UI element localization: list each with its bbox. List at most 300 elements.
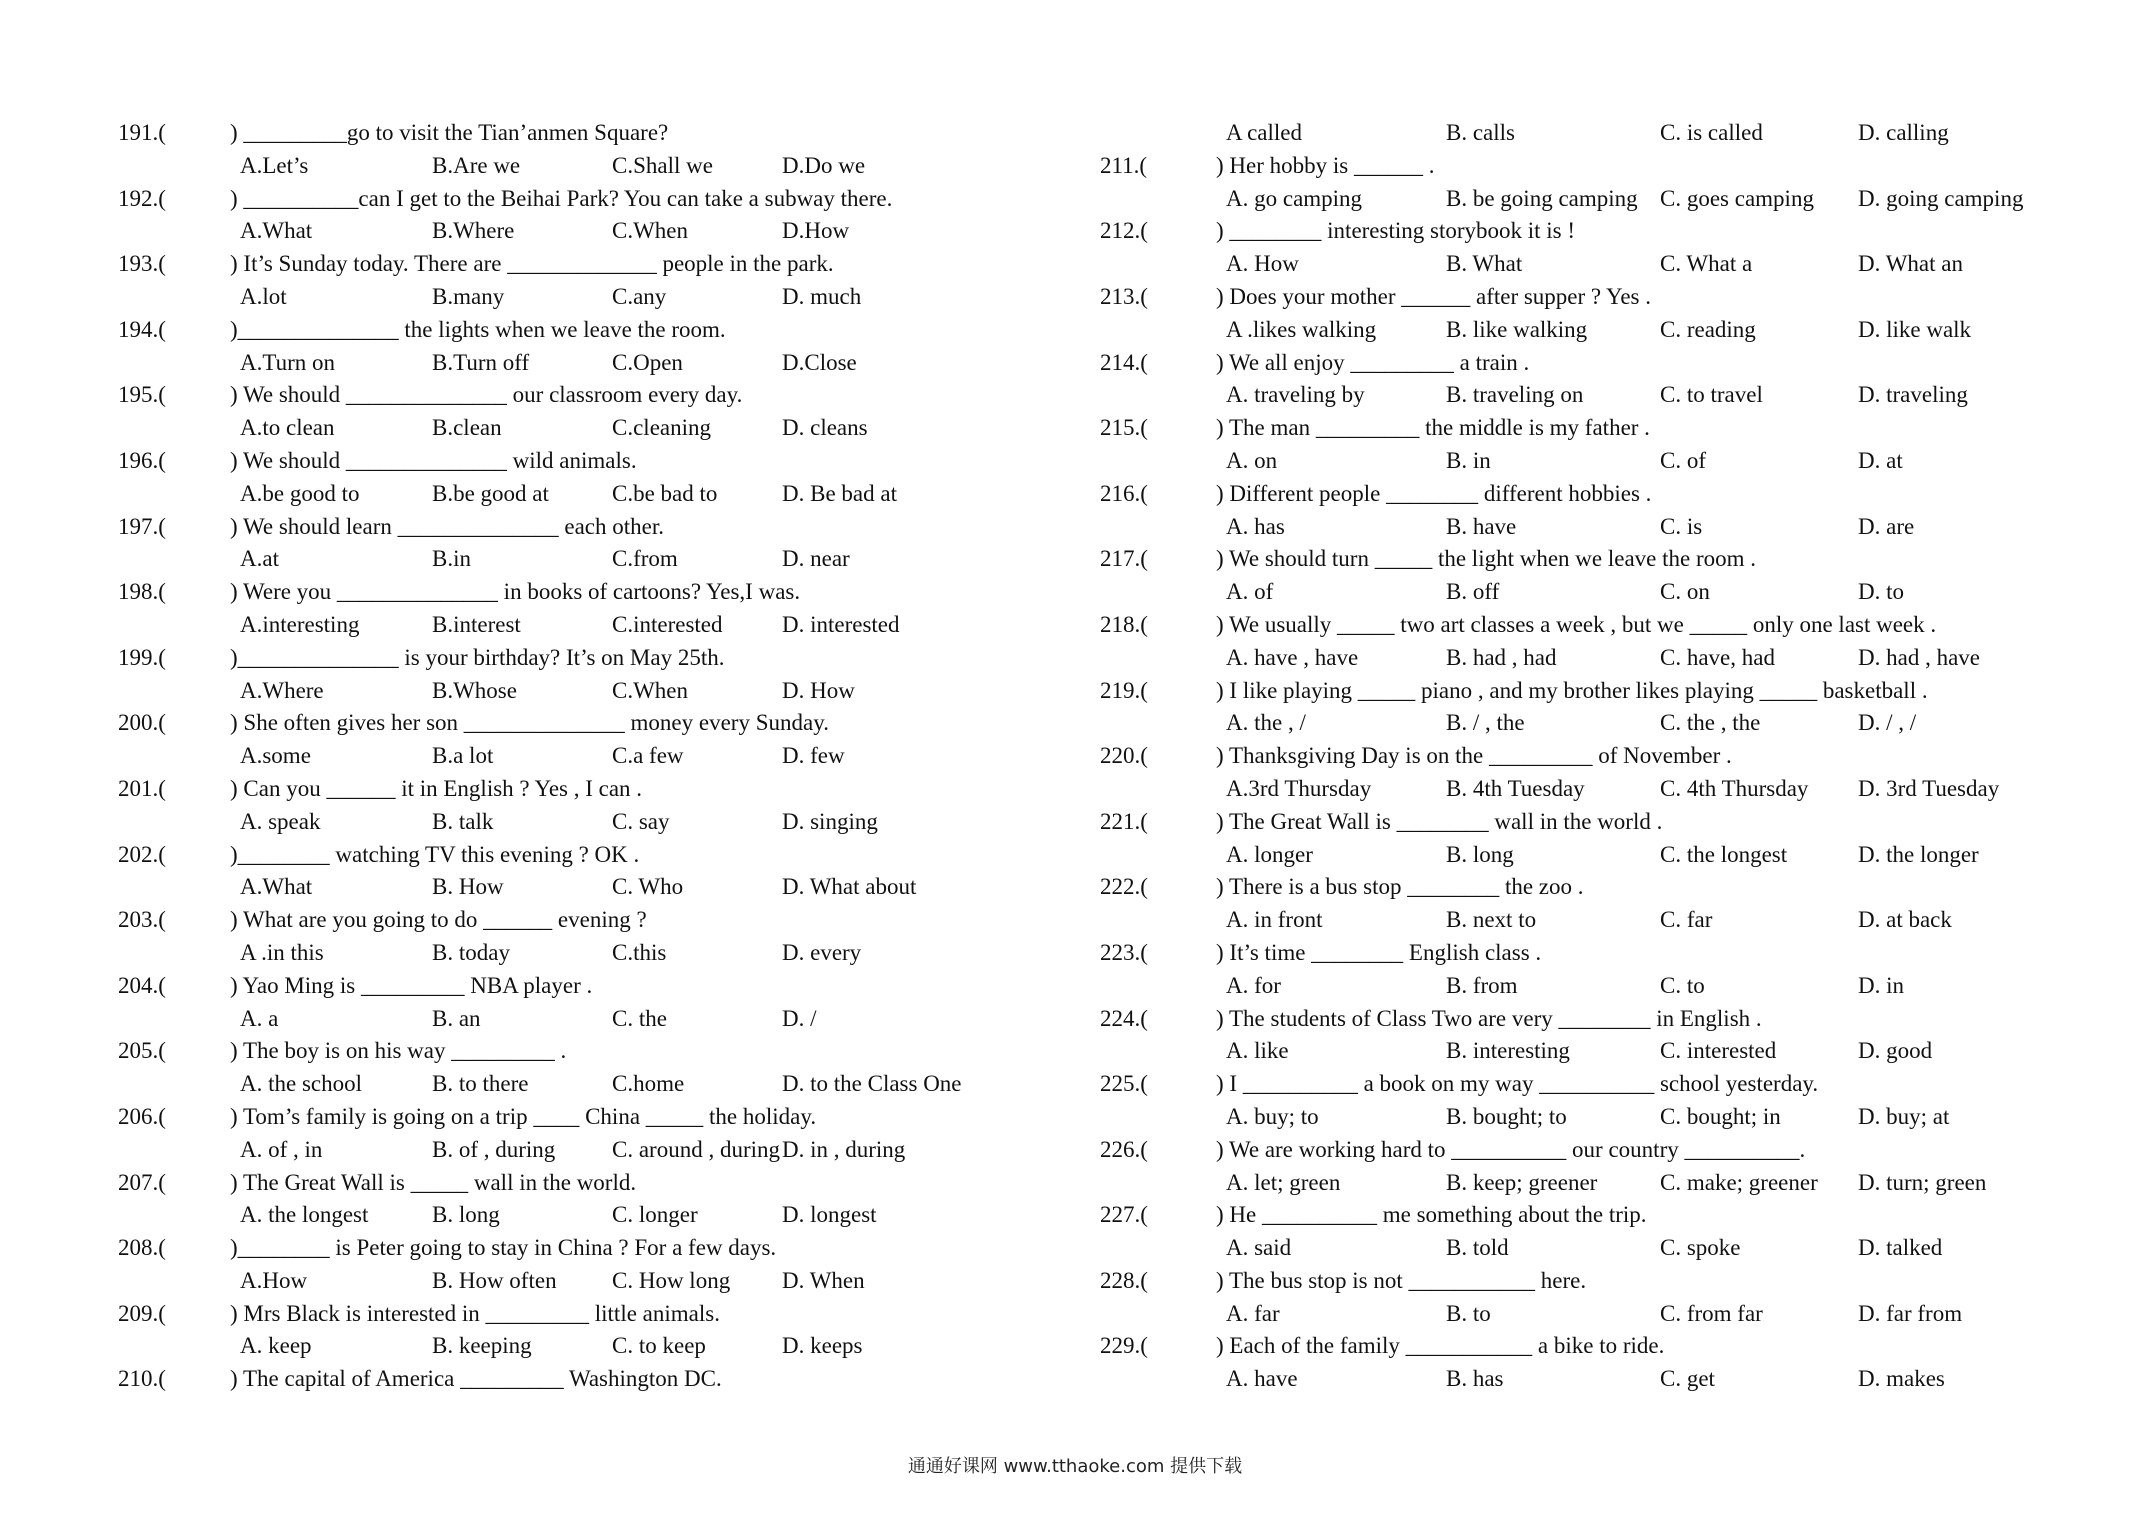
option-b: B. How xyxy=(432,874,504,900)
question-number: 227.( xyxy=(1100,1202,1148,1228)
question-row xyxy=(1100,609,2110,642)
option-b: B.be good at xyxy=(432,480,549,506)
options-row xyxy=(1100,248,2110,281)
options-row xyxy=(1100,379,2110,412)
option-c: C. to keep xyxy=(612,1333,706,1359)
question-row xyxy=(1100,150,2110,183)
options-row xyxy=(1100,576,2110,609)
question-text: )______________ the lights when we leave the room. xyxy=(230,316,726,342)
question-row xyxy=(118,642,1078,675)
option-c: C. interested xyxy=(1660,1038,1777,1064)
option-a: A. like xyxy=(1226,1038,1289,1064)
option-a: A .in this xyxy=(240,939,324,965)
question-text: ) I like playing _____ piano , and my brother likes playing _____ basketball . xyxy=(1216,677,1928,703)
options-row xyxy=(118,1068,1078,1101)
question-row xyxy=(1100,281,2110,314)
options-row xyxy=(1100,773,2110,806)
question-text: ) We are working hard to __________ our country __________. xyxy=(1216,1136,1806,1162)
question-text: ) Each of the family ___________ a bike to ride. xyxy=(1216,1333,1665,1359)
question-text: ) She often gives her son ______________ money every Sunday. xyxy=(230,710,829,736)
option-c: C.from xyxy=(612,546,678,572)
option-d: D. at back xyxy=(1858,907,1952,933)
option-c: C. have, had xyxy=(1660,644,1775,670)
option-b: B. bought; to xyxy=(1446,1103,1567,1129)
option-d: D. going camping xyxy=(1858,185,2024,211)
option-c: C. How long xyxy=(612,1267,731,1293)
options-row xyxy=(118,281,1078,314)
question-number: 205.( xyxy=(118,1038,166,1064)
question-text: ) Yao Ming is _________ NBA player . xyxy=(230,972,593,998)
option-b: B. to there xyxy=(432,1071,529,1097)
question-text: ) The Great Wall is _____ wall in the world. xyxy=(230,1169,637,1195)
option-b: B.Whose xyxy=(432,677,517,703)
option-c: C. the , the xyxy=(1660,710,1761,736)
option-b: B.Are we xyxy=(432,152,521,178)
option-b: B. today xyxy=(432,939,510,965)
option-a: A.3rd Thursday xyxy=(1226,775,1372,801)
option-a: A. have xyxy=(1226,1366,1298,1392)
option-b: B. keeping xyxy=(432,1333,532,1359)
option-b: B. next to xyxy=(1446,907,1537,933)
option-a: A. has xyxy=(1226,513,1285,539)
question-row xyxy=(1100,478,2110,511)
question-row xyxy=(1100,740,2110,773)
question-row xyxy=(118,445,1078,478)
question-text: ) Mrs Black is interested in _________ little animals. xyxy=(230,1300,720,1326)
option-c: C. to travel xyxy=(1660,382,1763,408)
option-b: B. interesting xyxy=(1446,1038,1570,1064)
option-d: D. had , have xyxy=(1858,644,1980,670)
question-row xyxy=(118,1298,1078,1331)
options-row xyxy=(1100,1167,2110,1200)
option-a: A. the school xyxy=(240,1071,363,1097)
question-text: ) I __________ a book on my way __________ school yesterday. xyxy=(1216,1071,1819,1097)
option-b: B. to xyxy=(1446,1300,1491,1326)
question-number: 212.( xyxy=(1100,218,1148,244)
option-a: A. let; green xyxy=(1226,1169,1341,1195)
option-c: C. make; greener xyxy=(1660,1169,1818,1195)
question-row xyxy=(1100,1068,2110,1101)
question-row xyxy=(1100,806,2110,839)
option-c: C.home xyxy=(612,1071,685,1097)
option-d: D. Be bad at xyxy=(782,480,897,506)
option-d: D. in , during xyxy=(782,1136,906,1162)
question-text: ) We should ______________ wild animals. xyxy=(230,447,637,473)
question-number: 226.( xyxy=(1100,1136,1148,1162)
question-text: ) We usually _____ two art classes a week , but we _____ only one last week . xyxy=(1216,611,1937,637)
option-c: C.When xyxy=(612,677,689,703)
options-row xyxy=(118,150,1078,183)
question-row xyxy=(118,1232,1078,1265)
question-row xyxy=(118,904,1078,937)
option-c: C. say xyxy=(612,808,670,834)
options-row xyxy=(118,1134,1078,1167)
question-row xyxy=(118,839,1078,872)
question-number: 200.( xyxy=(118,710,166,736)
option-b: B. / , the xyxy=(1446,710,1525,736)
options-row xyxy=(118,1265,1078,1298)
option-d: D. What about xyxy=(782,874,917,900)
question-number: 209.( xyxy=(118,1300,166,1326)
option-d: D. much xyxy=(782,283,862,309)
question-row xyxy=(118,248,1078,281)
option-c: C. is called xyxy=(1660,120,1763,145)
question-number: 211.( xyxy=(1100,152,1148,178)
question-row xyxy=(1100,675,2110,708)
options-row xyxy=(118,412,1078,445)
question-text: ) We should turn _____ the light when we leave the room . xyxy=(1216,546,1757,572)
right-column xyxy=(1100,117,2110,1396)
question-number: 224.( xyxy=(1100,1005,1148,1031)
question-text: ) The Great Wall is ________ wall in the world . xyxy=(1216,808,1663,834)
question-number: 204.( xyxy=(118,972,166,998)
option-b: B. calls xyxy=(1446,120,1515,145)
option-a: A. How xyxy=(1226,251,1299,277)
option-c: C. Who xyxy=(612,874,684,900)
left-column xyxy=(118,117,1078,1396)
option-c: C. 4th Thursday xyxy=(1660,775,1809,801)
option-d: D. in xyxy=(1858,972,1904,998)
option-c: C.cleaning xyxy=(612,415,711,441)
options-row xyxy=(1100,1101,2110,1134)
option-b: B. long xyxy=(1446,841,1514,867)
options-row xyxy=(1100,1232,2110,1265)
question-row xyxy=(118,970,1078,1003)
option-c: C. on xyxy=(1660,579,1710,605)
options-row xyxy=(1100,1363,2110,1396)
option-d: D. to the Class One xyxy=(782,1071,962,1097)
option-c: C. the xyxy=(612,1005,667,1031)
question-row xyxy=(118,707,1078,740)
option-b: B. off xyxy=(1446,579,1500,605)
options-row xyxy=(1100,839,2110,872)
option-d: D. talked xyxy=(1858,1235,1943,1261)
option-a: A.What xyxy=(240,218,313,244)
option-d: D. When xyxy=(782,1267,865,1293)
question-row xyxy=(1100,1265,2110,1298)
options-row xyxy=(118,1003,1078,1036)
question-number: 194.( xyxy=(118,316,166,342)
option-b: B. told xyxy=(1446,1235,1509,1261)
option-d: D. buy; at xyxy=(1858,1103,1950,1129)
option-c: C. goes camping xyxy=(1660,185,1814,211)
option-d: D. are xyxy=(1858,513,1915,539)
option-d: D. every xyxy=(782,939,862,965)
option-d: D. cleans xyxy=(782,415,868,441)
question-number: 202.( xyxy=(118,841,166,867)
option-a: A. have , have xyxy=(1226,644,1359,670)
option-c: C.any xyxy=(612,283,667,309)
option-c: C. is xyxy=(1660,513,1703,539)
option-c: C. bought; in xyxy=(1660,1103,1781,1129)
option-d: D. singing xyxy=(782,808,878,834)
question-number: 193.( xyxy=(118,251,166,277)
option-d: D. / , / xyxy=(1858,710,1917,736)
question-number: 222.( xyxy=(1100,874,1148,900)
question-text: ) Can you ______ it in English ? Yes , I can . xyxy=(230,775,643,801)
option-a: A. the , / xyxy=(1226,710,1306,736)
option-d: D.Close xyxy=(782,349,857,375)
options-row xyxy=(118,1330,1078,1363)
options-row xyxy=(1100,314,2110,347)
option-c: C.When xyxy=(612,218,689,244)
options-row xyxy=(1100,1035,2110,1068)
options-row xyxy=(118,543,1078,576)
question-row xyxy=(118,1035,1078,1068)
question-text: ) It’s time ________ English class . xyxy=(1216,939,1542,965)
question-text: ) There is a bus stop ________ the zoo . xyxy=(1216,874,1584,900)
options-row xyxy=(118,215,1078,248)
question-number: 195.( xyxy=(118,382,166,408)
option-c: C.a few xyxy=(612,743,684,769)
question-text: ) _________go to visit the Tian’anmen Square? xyxy=(230,120,669,145)
option-b: B.clean xyxy=(432,415,502,441)
options-row xyxy=(1100,511,2110,544)
option-b: B.interest xyxy=(432,611,521,637)
question-number: 220.( xyxy=(1100,743,1148,769)
question-number: 197.( xyxy=(118,513,166,539)
question-row xyxy=(118,379,1078,412)
option-d: D. few xyxy=(782,743,845,769)
question-text: ) __________can I get to the Beihai Park? You can take a subway there. xyxy=(230,185,893,211)
question-number: 203.( xyxy=(118,907,166,933)
option-c: C. from far xyxy=(1660,1300,1763,1326)
option-a: A. go camping xyxy=(1226,185,1363,211)
question-text: ) Her hobby is ______ . xyxy=(1216,152,1435,178)
option-b: B. What xyxy=(1446,251,1523,277)
question-text: ) The man _________ the middle is my father . xyxy=(1216,415,1650,441)
option-a: A. far xyxy=(1226,1300,1280,1326)
option-d: D. traveling xyxy=(1858,382,1968,408)
page-footer: 通通好课网 www.tthaoke.com 提供下载 xyxy=(907,1456,1243,1477)
option-d: D. to xyxy=(1858,579,1904,605)
question-row xyxy=(1100,215,2110,248)
option-c: C.Shall we xyxy=(612,152,713,178)
question-row xyxy=(1100,1199,2110,1232)
question-number: 210.( xyxy=(118,1366,166,1392)
question-number: 199.( xyxy=(118,644,166,670)
options-row xyxy=(118,478,1078,511)
question-text: )______________ is your birthday? It’s on May 25th. xyxy=(230,644,725,670)
question-number: 191.( xyxy=(118,120,166,145)
question-row xyxy=(118,183,1078,216)
question-number: 229.( xyxy=(1100,1333,1148,1359)
question-row xyxy=(118,314,1078,347)
question-row xyxy=(1100,1330,2110,1363)
question-number: 213.( xyxy=(1100,283,1148,309)
option-a: A. of , in xyxy=(240,1136,323,1162)
options-row xyxy=(118,1199,1078,1232)
option-a: A.at xyxy=(240,546,279,572)
option-a: A. the longest xyxy=(240,1202,369,1228)
option-c: C. longer xyxy=(612,1202,698,1228)
question-number: 225.( xyxy=(1100,1071,1148,1097)
option-c: C. to xyxy=(1660,972,1705,998)
question-row xyxy=(1100,937,2110,970)
option-b: B. in xyxy=(1446,447,1491,473)
question-number: 223.( xyxy=(1100,939,1148,965)
question-text: ) Were you ______________ in books of cartoons? Yes,I was. xyxy=(230,579,801,605)
options-row xyxy=(118,806,1078,839)
option-c: C.interested xyxy=(612,611,723,637)
option-a: A.lot xyxy=(240,283,287,309)
question-text: ) Different people ________ different hobbies . xyxy=(1216,480,1652,506)
question-text: ) It’s Sunday today. There are _____________ people in the park. xyxy=(230,251,834,277)
option-b: B. long xyxy=(432,1202,500,1228)
question-text: )________ watching TV this evening ? OK . xyxy=(230,841,640,867)
question-row xyxy=(1100,412,2110,445)
question-row xyxy=(118,511,1078,544)
options-row xyxy=(1100,904,2110,937)
question-text: )________ is Peter going to stay in China ? For a few days. xyxy=(230,1235,777,1261)
option-a: A.Turn on xyxy=(240,349,336,375)
option-c: C. spoke xyxy=(1660,1235,1741,1261)
option-b: B. have xyxy=(1446,513,1517,539)
option-d: D. near xyxy=(782,546,850,572)
option-a: A.interesting xyxy=(240,611,360,637)
option-b: B.many xyxy=(432,283,505,309)
option-d: D. calling xyxy=(1858,120,1949,145)
option-a: A. keep xyxy=(240,1333,312,1359)
option-d: D. good xyxy=(1858,1038,1933,1064)
question-row xyxy=(1100,1134,2110,1167)
option-b: B. be going camping xyxy=(1446,185,1638,211)
option-d: D. interested xyxy=(782,611,900,637)
options-row xyxy=(118,871,1078,904)
options-row xyxy=(118,740,1078,773)
option-d: D. far from xyxy=(1858,1300,1963,1326)
option-d: D. What an xyxy=(1858,251,1963,277)
option-b: B. an xyxy=(432,1005,481,1031)
question-text: ) What are you going to do ______ evening ? xyxy=(230,907,647,933)
option-b: B. 4th Tuesday xyxy=(1446,775,1585,801)
question-row xyxy=(1100,871,2110,904)
question-number: 218.( xyxy=(1100,611,1148,637)
question-row xyxy=(118,1101,1078,1134)
options-row xyxy=(1100,183,2110,216)
option-b: B.Turn off xyxy=(432,349,530,375)
options-row xyxy=(1100,707,2110,740)
option-c: C. What a xyxy=(1660,251,1753,277)
question-number: 221.( xyxy=(1100,808,1148,834)
option-a: A.Where xyxy=(240,677,324,703)
options-row xyxy=(118,937,1078,970)
option-c: C. of xyxy=(1660,447,1706,473)
option-b: B. had , had xyxy=(1446,644,1557,670)
option-b: B. has xyxy=(1446,1366,1504,1392)
option-c: C. reading xyxy=(1660,316,1756,342)
option-b: B. of , during xyxy=(432,1136,556,1162)
option-b: B. like walking xyxy=(1446,316,1588,342)
question-text: ) We should ______________ our classroom every day. xyxy=(230,382,743,408)
question-number: 219.( xyxy=(1100,677,1148,703)
option-c: C. the longest xyxy=(1660,841,1788,867)
option-a: A. on xyxy=(1226,447,1278,473)
option-d: D. / xyxy=(782,1005,817,1031)
options-row xyxy=(1100,642,2110,675)
option-d: D. keeps xyxy=(782,1333,863,1359)
option-d: D. 3rd Tuesday xyxy=(1858,775,2000,801)
option-a: A. traveling by xyxy=(1226,382,1365,408)
question-row xyxy=(118,773,1078,806)
question-row xyxy=(118,117,1078,150)
question-text: ) He __________ me something about the trip. xyxy=(1216,1202,1647,1228)
question-number: 196.( xyxy=(118,447,166,473)
question-text: ) The students of Class Two are very ________ in English . xyxy=(1216,1005,1762,1031)
option-b: B. keep; greener xyxy=(1446,1169,1598,1195)
option-c: C.be bad to xyxy=(612,480,718,506)
question-number: 207.( xyxy=(118,1169,166,1195)
option-d: D. longest xyxy=(782,1202,877,1228)
question-text: ) We should learn ______________ each other. xyxy=(230,513,664,539)
option-b: B. talk xyxy=(432,808,494,834)
option-a: A. of xyxy=(1226,579,1274,605)
question-number: 208.( xyxy=(118,1235,166,1261)
option-d: D.How xyxy=(782,218,850,244)
option-d: D.Do we xyxy=(782,152,866,178)
question-text: ) We all enjoy _________ a train . xyxy=(1216,349,1530,375)
option-b: B. traveling on xyxy=(1446,382,1584,408)
question-text: ) Tom’s family is going on a trip ____ China _____ the holiday. xyxy=(230,1103,817,1129)
option-b: B. How often xyxy=(432,1267,557,1293)
question-row xyxy=(118,576,1078,609)
question-number: 192.( xyxy=(118,185,166,211)
option-a: A called xyxy=(1226,120,1302,145)
question-row xyxy=(1100,347,2110,380)
option-d: D. at xyxy=(1858,447,1903,473)
option-b: B.in xyxy=(432,546,471,572)
option-a: A. for xyxy=(1226,972,1281,998)
question-text: ) Thanksgiving Day is on the _________ of November . xyxy=(1216,743,1732,769)
options-row xyxy=(118,347,1078,380)
option-c: C.Open xyxy=(612,349,683,375)
options-row xyxy=(1100,445,2110,478)
option-a: A.Let’s xyxy=(240,152,309,178)
question-row xyxy=(118,1167,1078,1200)
question-text: ) The boy is on his way _________ . xyxy=(230,1038,567,1064)
option-c: C. far xyxy=(1660,907,1713,933)
option-d: D. the longer xyxy=(1858,841,1979,867)
option-a: A. buy; to xyxy=(1226,1103,1319,1129)
options-row xyxy=(118,609,1078,642)
option-d: D. makes xyxy=(1858,1366,1945,1392)
option-a: A.be good to xyxy=(240,480,360,506)
question-number: 215.( xyxy=(1100,415,1148,441)
option-a: A.How xyxy=(240,1267,308,1293)
question-number: 198.( xyxy=(118,579,166,605)
option-b: B.Where xyxy=(432,218,515,244)
option-d: D. like walk xyxy=(1858,316,1972,342)
options-row xyxy=(1100,1298,2110,1331)
option-a: A. said xyxy=(1226,1235,1292,1261)
options-row xyxy=(118,675,1078,708)
option-a: A. longer xyxy=(1226,841,1313,867)
option-a: A.What xyxy=(240,874,313,900)
question-number: 201.( xyxy=(118,775,166,801)
option-b: B.a lot xyxy=(432,743,494,769)
option-c: C. around , during xyxy=(612,1136,781,1162)
question-number: 228.( xyxy=(1100,1267,1148,1293)
option-a: A.some xyxy=(240,743,311,769)
option-d: D. turn; green xyxy=(1858,1169,1987,1195)
question-text: ) The bus stop is not ___________ here. xyxy=(1216,1267,1587,1293)
question-text: ) Does your mother ______ after supper ? Yes . xyxy=(1216,283,1652,309)
question-text: ) The capital of America _________ Washington DC. xyxy=(230,1366,722,1392)
question-number: 216.( xyxy=(1100,480,1148,506)
question-number: 217.( xyxy=(1100,546,1148,572)
option-a: A. in front xyxy=(1226,907,1323,933)
question-number: 214.( xyxy=(1100,349,1148,375)
